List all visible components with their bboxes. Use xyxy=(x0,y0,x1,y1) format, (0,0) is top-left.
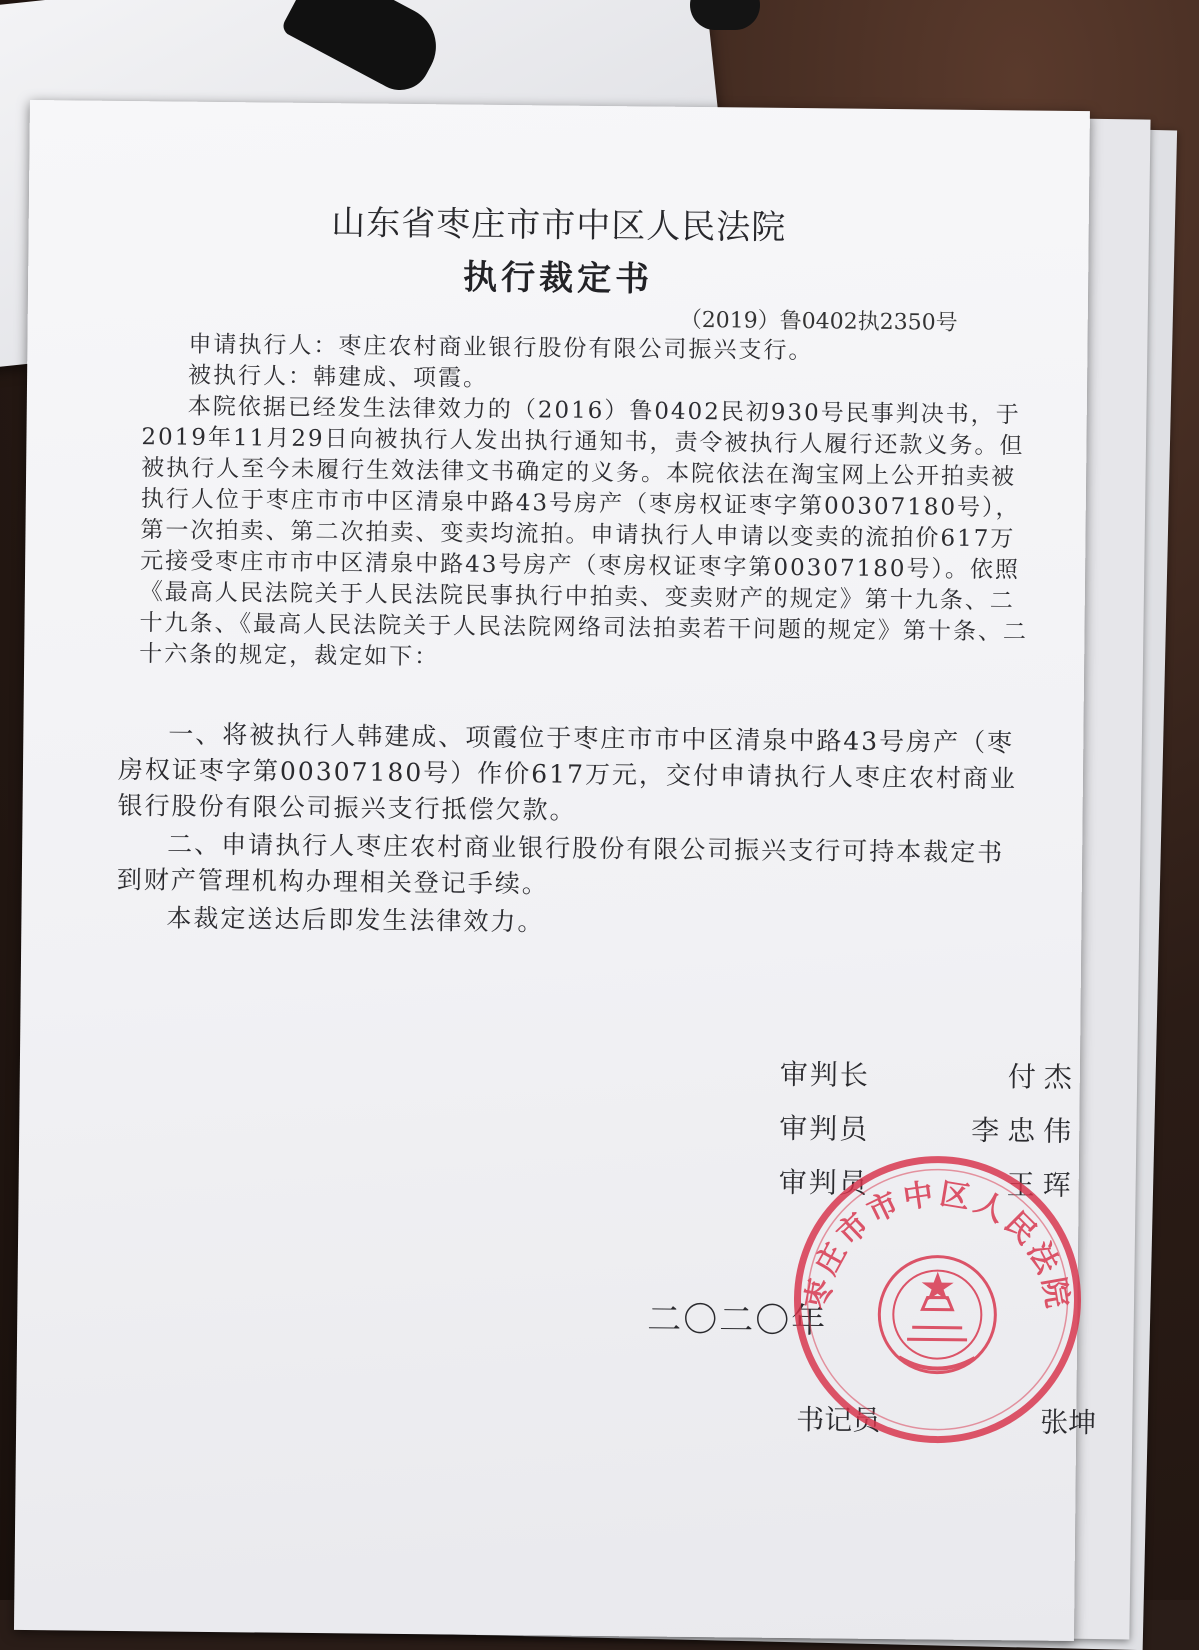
court-name: 山东省枣庄市市中区人民法院 xyxy=(331,203,787,248)
signature-name: 李忠伟 xyxy=(971,1113,1080,1149)
signature-row xyxy=(780,1048,1081,1105)
signature-role: 审判员 xyxy=(779,1111,870,1146)
main-paragraph-text: 本院依据已经发生法律效力的（2016）鲁0402民初930号民事判决书，于2019年11月29日向被执行人发出执行通知书，责令被执行人履行还款义务。但被执行人至今未履行生效法律文书确定的义务。本院依法在淘宝网上公开拍卖被执行人位于枣庄市市中区清泉中路43号房产（枣房权证枣字第00307180号），第一次拍卖、第二次拍卖、变卖均流拍。申请执行人申请以变卖的流拍价617万元接受枣庄市市中区清泉中路43号房产（枣房权证枣字第00307180号）。依照《最高人民法院关于人民法院民事执行中拍卖、变卖财产的规定》第十九条、二十九条、《最高人民法院关于人民法院网络司法拍卖若干问题的规定》第十条、二十六条的规定，裁定如下： xyxy=(139,393,1029,671)
applicant-text: 申请执行人：枣庄农村商业银行股份有限公司振兴支行。 xyxy=(188,331,814,365)
court-seal-stamp xyxy=(786,1148,1089,1451)
ruling-effect: 本裁定送达后即发生法律效力。 xyxy=(166,903,545,937)
signature-role: 审判长 xyxy=(779,1057,871,1092)
ruling-document-page xyxy=(14,100,1097,1641)
ruling-item-2: 二、申请执行人枣庄农村商业银行股份有限公司振兴支行可持本裁定书到财产管理机构办理相关登记手续。 xyxy=(116,829,1005,899)
document-date: 二〇二〇年 xyxy=(647,1299,828,1342)
signature-name: 王珲 xyxy=(1006,1168,1079,1203)
ruling-item-1: 一、将被执行人韩建成、项霞位于枣庄市市中区清泉中路43号房产（枣房权证枣字第00307180号）作价617万元，交付申请执行人枣庄农村商业银行股份有限公司振兴支行抵偿欠款。 xyxy=(117,719,1018,825)
main-paragraph xyxy=(139,391,1032,679)
signature-name: 付杰 xyxy=(1007,1060,1080,1095)
case-number: （2019）鲁0402执2350号 xyxy=(679,307,958,336)
respondent-text: 被执行人：韩建成、项霞。 xyxy=(187,362,489,392)
clerk-name: 张坤 xyxy=(1040,1405,1097,1440)
clerk-role: 书记员 xyxy=(796,1403,881,1437)
ruling-items xyxy=(116,716,1018,947)
document-title: 执行裁定书 xyxy=(462,257,654,300)
seal-text: 枣庄市市中区人民法院 xyxy=(799,1176,1076,1315)
signature-role: 审判员 xyxy=(778,1165,869,1200)
national-emblem-icon xyxy=(879,1256,996,1373)
